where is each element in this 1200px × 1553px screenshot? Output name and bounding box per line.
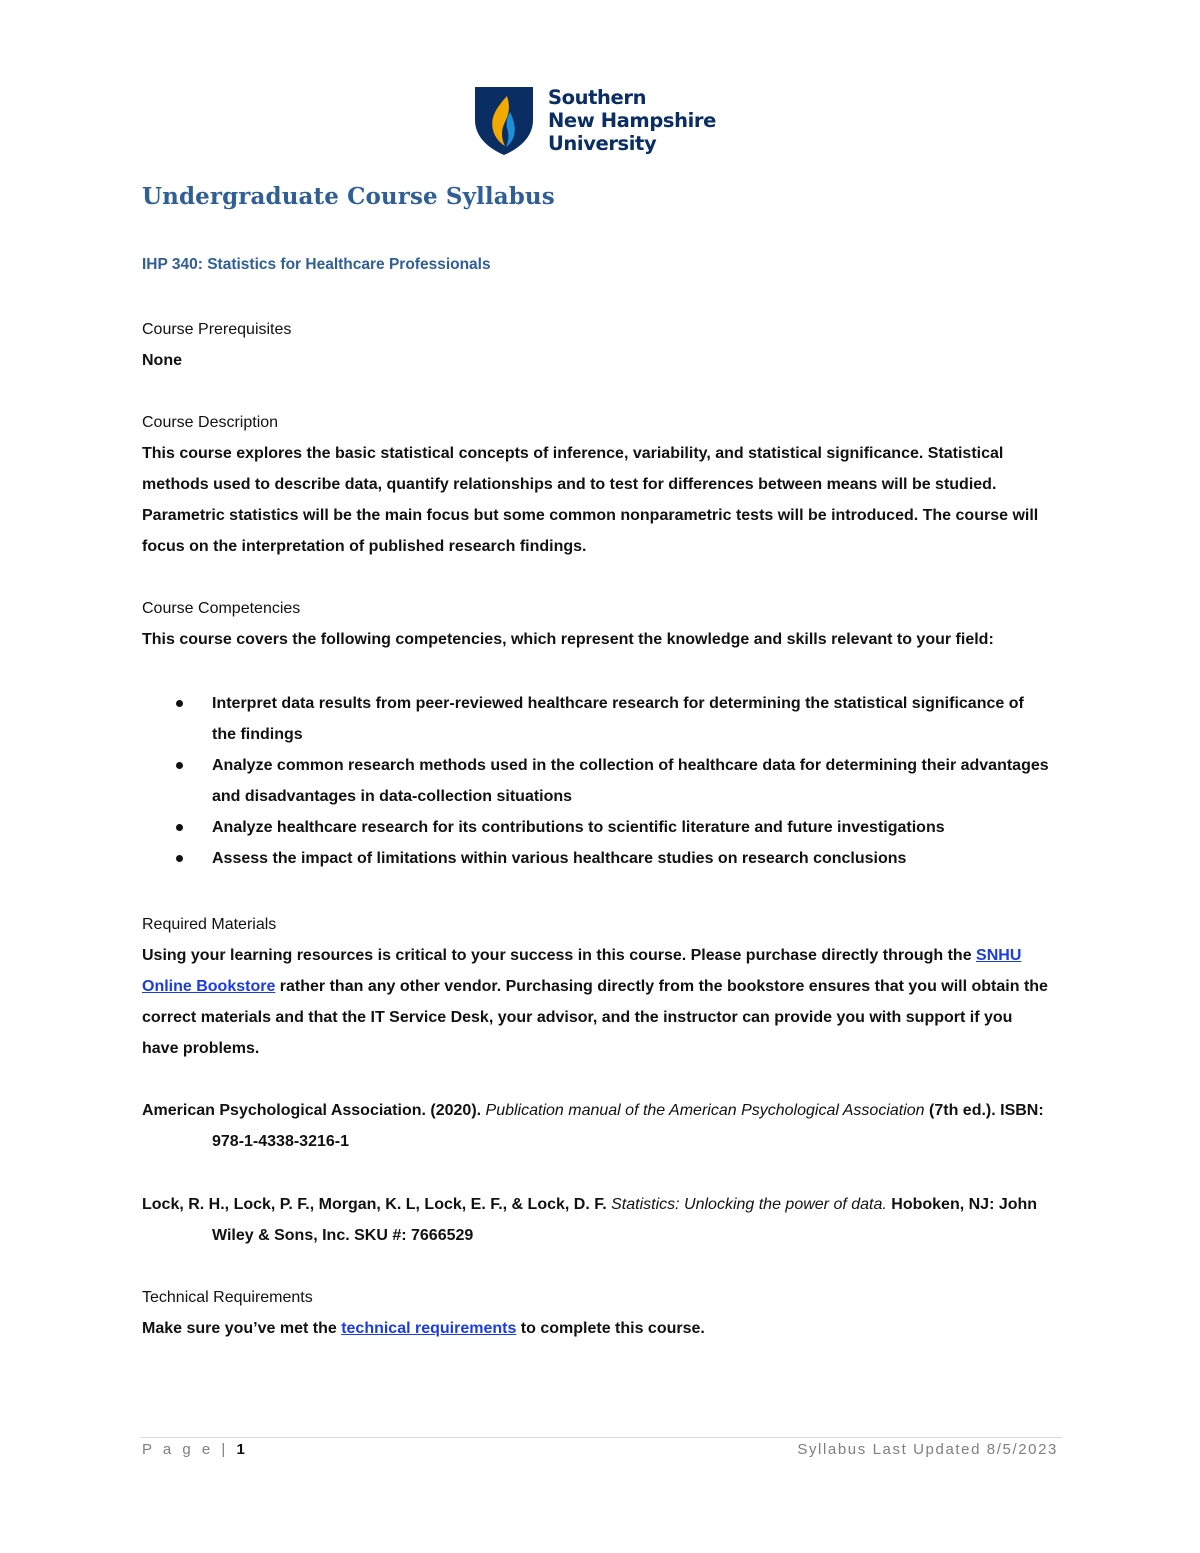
course-title: IHP 340: Statistics for Healthcare Professionals [142,256,491,273]
technical-text: Make sure you’ve met the technical requirements to complete this course. [142,1320,705,1337]
competency-item: Interpret data results from peer-reviewed healthcare research for determining the statistical significance of the findings [142,688,1052,750]
competencies-heading: Course Competencies [142,600,301,617]
last-updated: Syllabus Last Updated 8/5/2023 [797,1441,1058,1458]
materials-text: Using your learning resources is critical to your success in this course. Please purchase directly through the SNHU Online Bookstore rather than any other vendor. Purchasing directly from the bookstore ensures that you will obtain the correct materials and that the IT Service Desk, your advisor, and the instructor can provide you with support if you have problems. [142,947,1048,1057]
bullet-icon [176,855,183,862]
bullet-icon [176,824,183,831]
reference-2: Lock, R. H., Lock, P. F., Morgan, K. L, Lock, E. F., & Lock, D. F. Statistics: Unlocking the power of data. Hoboken, NJ: John Wiley & Sons, Inc. SKU #: 7666529 [142,1196,1038,1244]
logo-wordmark [548,86,716,155]
shield-flame-icon [474,86,534,156]
logo-line-3: University [548,132,657,155]
footer-divider [140,1437,1062,1438]
document-title: Undergraduate Course Syllabus [142,183,555,210]
technical-section [142,1282,1062,1344]
competencies-list [142,688,1052,874]
description-section [142,407,1062,562]
competency-item: Assess the impact of limitations within various healthcare studies on research conclusions [142,843,1052,874]
competencies-section [142,593,1062,655]
reference-1: American Psychological Association. (2020). Publication manual of the American Psychological Association (7th ed.). ISBN: 978-1-4338-3216-1 [142,1102,1044,1150]
logo-line-1: Southern [548,86,647,109]
technical-heading: Technical Requirements [142,1289,313,1306]
reference-1-title: Publication manual of the American Psychological Association [485,1102,925,1119]
technical-requirements-link[interactable]: technical requirements [341,1320,517,1337]
page-number: P a g e | 1 [142,1441,249,1458]
materials-section [142,909,1050,1064]
description-heading: Course Description [142,414,279,431]
materials-heading: Required Materials [142,916,277,933]
reference-2-title: Statistics: Unlocking the power of data. [611,1196,887,1213]
competency-item: Analyze common research methods used in the collection of healthcare data for determining their advantages and disadvantages in data-collection situations [142,750,1052,812]
competency-item: Analyze healthcare research for its contributions to scientific literature and future investigations [142,812,1052,843]
bookstore-link[interactable]: SNHU Online Bookstore [142,947,1022,995]
logo-line-2: New Hampshire [548,109,716,132]
description-text: This course explores the basic statistical concepts of inference, variability, and statistical significance. Statistical methods used to describe data, quantify relationships and to test for differences between means will be studied. Parametric statistics will be the main focus but some common nonparametric tests will be introduced. The course will focus on the interpretation of published research findings. [142,445,1039,555]
competencies-intro: This course covers the following competencies, which represent the knowledge and skills relevant to your field: [142,631,994,648]
prerequisites-section [142,314,1062,376]
bullet-icon [176,762,183,769]
snhu-logo [474,86,716,156]
prerequisites-heading: Course Prerequisites [142,321,292,338]
prerequisites-value: None [142,352,182,369]
bullet-icon [176,700,183,707]
